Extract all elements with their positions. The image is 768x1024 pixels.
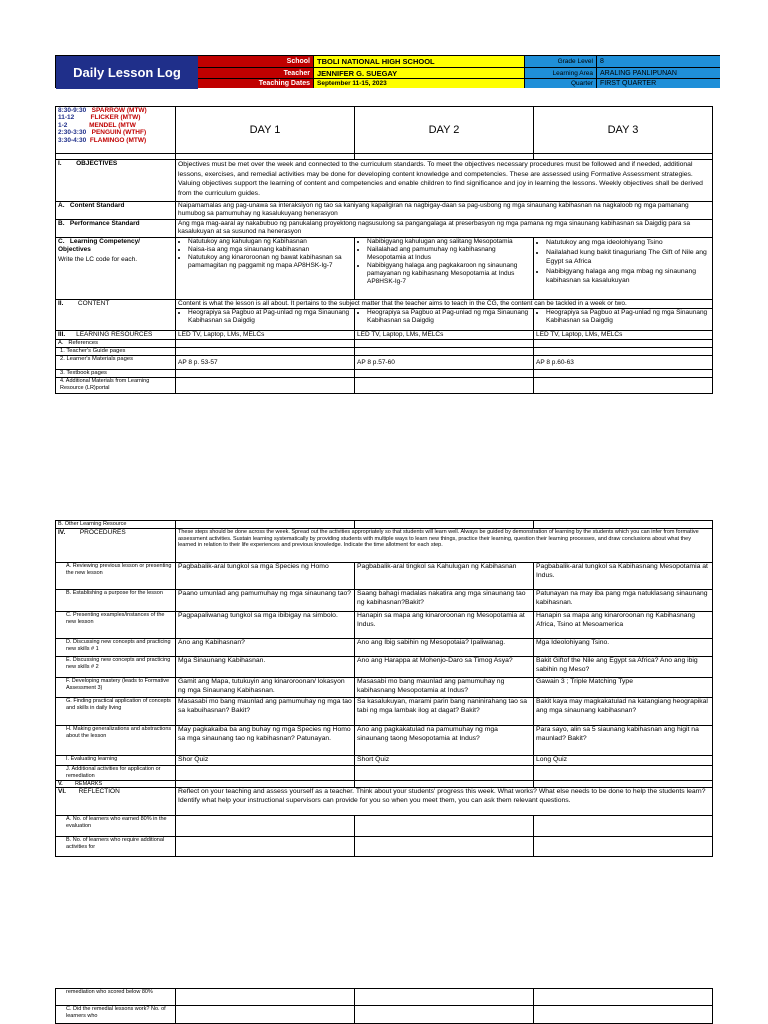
learners-materials-day2: AP 8 p.57-60 bbox=[355, 356, 534, 370]
step-day2: Saang bahagi madalas nakatira ang mga sinaunang tao ng kabihasnan?Bakit? bbox=[355, 590, 534, 612]
step-day1: May pagkakaiba ba ang buhay ng mga Species ng Homo sa mga sinaunang tao ng kabihasnan? Patunayan. bbox=[176, 726, 355, 756]
step-label: J. Additional activities for application or remediation bbox=[56, 765, 176, 780]
step-day3: Bakit kaya may magkakatulad na katangiang heograpikal ang mga sinaunang kabihasnan? bbox=[534, 698, 713, 726]
day1-heading: DAY 1 bbox=[176, 107, 355, 154]
quarter-label: Quarter bbox=[524, 78, 596, 88]
step-day3: Mga Ideolohiyang Tsino. bbox=[534, 639, 713, 657]
reflection-note: Reflect on your teaching and assess yourself as a teacher. Think about your students' progress this week. What works? What else needs to be done to help the students learn? Identify what help your instructional supervisors can provide for you so when you meet them, you can ask them relevant questions. bbox=[176, 788, 713, 816]
dll-title: Daily Lesson Log bbox=[56, 56, 198, 89]
area-value: ARALING PANLIPUNAN bbox=[596, 67, 720, 78]
reflection-heading: VI. REFLECTION bbox=[56, 788, 176, 816]
competency-item: • Natutukoy ang mga ideolohiyang Tsino bbox=[546, 238, 710, 248]
eval-a-label: A. No. of learners who earned 80% in the evaluation bbox=[56, 816, 176, 837]
schedule-row: 8:30-9:30 SPARROW (MTW) bbox=[58, 107, 147, 114]
grade-label: Grade Level bbox=[524, 56, 596, 67]
step-day2: Sa kasalukuyan, marami parin bang naninirahang tao sa tabi ng mga lambak ilog at dagat? Bakit? bbox=[355, 698, 534, 726]
competency-item: • Natutukoy ang kahulugan ng Kabihasnan bbox=[188, 238, 352, 246]
learners-materials-day1: AP 8 p. 53-57 bbox=[176, 356, 355, 370]
grade-value: 8 bbox=[596, 56, 720, 67]
step-day3: Bakit Giftof the Nile ang Egypt sa Africa? Ano ang ibig sabihin ng Meso? bbox=[534, 657, 713, 678]
school-value: TBOLI NATIONAL HIGH SCHOOL bbox=[313, 56, 524, 67]
dates-value: September 11-15, 2023 bbox=[313, 78, 524, 88]
teachers-guide-label: 1. Teacher's Guide pages bbox=[56, 348, 176, 356]
eval-b-label: B. No. of learners who require additional activities for bbox=[56, 837, 176, 857]
step-day1: Masasabi mo bang maunlad ang pamumuhay ng mga tao sa kabuihasnan? Bakit? bbox=[176, 698, 355, 726]
competency-day1 bbox=[176, 238, 355, 300]
content-standard-text: Naipamamalas ang pag-unawa sa interaksiyon ng tao sa kaniyang kapaligiran na nagbigay-daan sa pag-usbong ng mga sinaunang kabihasnan na nagkaloob ng mga pamanang humubog sa pamumuhay ng kasalukuyang henerasyon bbox=[176, 202, 713, 220]
resources-day1: LED TV, Laptop, LMs, MELCs bbox=[176, 331, 355, 340]
learners-materials-label: 2. Learner's Materials pages bbox=[56, 356, 176, 370]
step-label: F. Developing mastery (leads to Formative Assessment 3) bbox=[56, 678, 176, 698]
other-resource-label: B. Other Learning Resource bbox=[56, 521, 176, 529]
content-note: Content is what the lesson is all about. It pertains to the subject matter that the teacher aims to teach in the CG, the content can be tackled in a week or two. bbox=[176, 300, 713, 309]
competency-note: Write the LC code for each. bbox=[58, 256, 138, 263]
step-day1 bbox=[176, 765, 355, 780]
content-day2: • Heograpiya sa Pagbuo at Pag-unlad ng mga Sinaunang Kabihasnan sa Daigdig bbox=[355, 309, 534, 331]
competency-heading: C. Learning Competency/ Objectives Write the LC code for each. bbox=[56, 238, 176, 300]
step-day2: Short Quiz bbox=[355, 756, 534, 766]
schedule-row: 1-2 MENDEL (MTW bbox=[58, 121, 136, 129]
competency-item: • Nabibigyang kahulugan ang salitang Mesopotamia bbox=[367, 238, 531, 246]
step-day2: Ano ang pagkakatulad na pamumuhay ng mga sinaunang taong Mesopotamia at Indus? bbox=[355, 726, 534, 756]
step-label: E. Discussing new concepts and practicing new skills # 2 bbox=[56, 657, 176, 678]
procedures-note: These steps should be done across the week. Spread out the activities appropriately so that students will learn well. Always be guided by demonstration of learning by the students which you can infer from formative assessment activities. Sustain learning systematically by providing students with multiple ways to learn new things, practice their learning, question their learning processes, and draw conclusions about what they learned in relation to their life experiences and previous knowledge. Indicate the time allotment for each step. bbox=[176, 529, 713, 563]
references-heading: A. References bbox=[56, 340, 176, 348]
lesson-table-part1 bbox=[55, 106, 713, 394]
step-label: B. Establishing a purpose for the lesson bbox=[56, 590, 176, 612]
lesson-table-part3 bbox=[55, 988, 713, 1024]
quarter-value: FIRST QUARTER bbox=[596, 78, 720, 88]
competency-item: • Nailalahad kung bakit tinaguriang The Gift of Nile ang Egypt sa Africa bbox=[546, 248, 710, 267]
competency-item: • Nabibigyang halaga ang pagkakaroon ng sinaunang pamayanan ng kabihasnang Mesopotamia at Indus AP8HSK-Ig-7 bbox=[367, 262, 531, 286]
step-day2: Masasabi mo bang maunlad ang pamumuhay ng kabihasnang Mesopotamia at Indus? bbox=[355, 678, 534, 698]
resources-day3: LED TV, Laptop, LMs, MELCs bbox=[534, 331, 713, 340]
competency-item: • Naisa-isa ang mga sinaunang kabihasnan bbox=[188, 246, 352, 254]
performance-standard-heading: B. Performance Standard bbox=[56, 220, 176, 238]
teacher-label: Teacher bbox=[198, 67, 313, 78]
textbook-label: 3. Textbook pages bbox=[56, 370, 176, 378]
step-day3: Para sayo, alin sa 5 siaunang kabihasnan ang higit na maunlad? Bakit? bbox=[534, 726, 713, 756]
teacher-value: JENNIFER G. SUEGAY bbox=[313, 67, 524, 78]
objectives-text: Objectives must be met over the week and connected to the curriculum standards. To meet the objectives necessary procedures must be followed and if needed, additional lessons, exercises, and remedial activities may be done for developing content knowledge and competencies. These are assessed using Formative Assessment strategies. Valuing objectives support the learning of content and competencies and enable children to find significance and joy in learning the lessons. Weekly objectives shall be derived from the curriculum guides. bbox=[176, 160, 713, 202]
competency-day2 bbox=[355, 238, 534, 300]
objectives-heading: I. OBJECTIVES bbox=[56, 160, 176, 202]
step-label: C. Presenting examples/instances of the new lesson bbox=[56, 612, 176, 639]
step-day1: Mga Sinaunang Kabihasnan. bbox=[176, 657, 355, 678]
resources-day2: LED TV, Laptop, LMs, MELCs bbox=[355, 331, 534, 340]
content-day1: • Heograpiya sa Pagbuo at Pag-unlad ng mga Sinaunang Kabihasnan sa Daigdig bbox=[176, 309, 355, 331]
step-day2: Pagbabalik-aral tingkol sa Kahulugan ng Kabihasnan bbox=[355, 563, 534, 590]
step-day2: Hanapin sa mapa ang kinaroroonan ng Mesopotamia at Indus. bbox=[355, 612, 534, 639]
step-day3: Long Quiz bbox=[534, 756, 713, 766]
dates-label: Teaching Dates bbox=[198, 78, 313, 88]
eval-b-continued: remediation who scored below 80% bbox=[56, 989, 176, 1006]
step-day1: Pagpapaliwanag tungkol sa mga ibibigay na simbolo. bbox=[176, 612, 355, 639]
resources-heading: III. LEARNING RESOURCES bbox=[56, 331, 176, 340]
content-heading: II. CONTENT bbox=[56, 300, 176, 331]
step-day3: Hanapin sa mapa ang kinaroroonan ng Kabihasnang Africa, Tsino at Mesoamerica bbox=[534, 612, 713, 639]
step-label: G. Finding practical application of concepts and skills in daily living bbox=[56, 698, 176, 726]
procedures-heading: IV. PROCEDURES bbox=[56, 529, 176, 563]
step-day2 bbox=[355, 765, 534, 780]
schedule-row: 3:30-4:30 FLAMINGO (MTW) bbox=[58, 136, 147, 144]
step-day1: Gamit ang Mapa, tutukuyin ang kinaroroonan/ lokasyon ng mga Sinaunang Kabihasnan. bbox=[176, 678, 355, 698]
step-day1: Paano umunlad ang pamumuhay ng mga sinaunang tao? bbox=[176, 590, 355, 612]
dll-header bbox=[55, 55, 720, 88]
performance-standard-text: Ang mga mag-aaral ay nakabubuo ng panukalang proyektong nagsusulong sa pangangalaga at preserbasyon ng mga pamana ng mga sinaunang kabihasnan sa Daigdig para sa kasalukuyan at sa susunod na henerasyon bbox=[176, 220, 713, 238]
step-label: A. Reviewing previous lesson or presenting the new lesson bbox=[56, 563, 176, 590]
lesson-table-part2 bbox=[55, 520, 713, 857]
step-day3: Pagbabalik-aral tungkol sa Kabihasnang Mesopotamia at Indus. bbox=[534, 563, 713, 590]
remarks-heading: V. REMARKS bbox=[56, 780, 176, 788]
schedule-cell bbox=[56, 107, 176, 154]
competency-item: • Natutukoy ang kinaroroonan ng bawat kabihasnan sa pamamagitan ng paggamit ng mapa AP8HSK-Ig-7 bbox=[188, 254, 352, 270]
step-day1: Ano ang Kabihasnan? bbox=[176, 639, 355, 657]
step-day3: Patunayan na may iba pang mga natuklasang sinaunang kabihasnan. bbox=[534, 590, 713, 612]
competency-item: • Nabibigyang halaga ang mga mbag ng sinaunang kabihasnan sa kasalukuyan bbox=[546, 267, 710, 286]
competency-day3 bbox=[534, 238, 713, 300]
step-day2: Ano ang Harappa at Mohenjo-Daro sa Timog Asya? bbox=[355, 657, 534, 678]
step-day1: Shor Quiz bbox=[176, 756, 355, 766]
additional-materials-label: 4. Additional Materials from Learning Resource (LR)portal bbox=[56, 378, 176, 394]
day2-heading: DAY 2 bbox=[355, 107, 534, 154]
school-label: School bbox=[198, 56, 313, 67]
content-day3: • Heograpiya sa Pagbuo at Pag-unlad ng mga Sinaunang Kabihasnan sa Daigdig bbox=[534, 309, 713, 331]
day3-heading: DAY 3 bbox=[534, 107, 713, 154]
area-label: Learning Area bbox=[524, 67, 596, 78]
learners-materials-day3: AP 8 p.60-63 bbox=[534, 356, 713, 370]
schedule-row: 2:30-3:30 PENGUIN (WTHF) bbox=[58, 129, 147, 137]
step-day3: Gawain 3 ; Triple Matching Type bbox=[534, 678, 713, 698]
step-day2: Ano ang Ibig sabihin ng Mesopotaia? Ipaliwanag. bbox=[355, 639, 534, 657]
step-label: H. Making generalizations and abstractions about the lesson bbox=[56, 726, 176, 756]
step-day1: Pagbabalik-aral tungkol sa mga Species ng Homo bbox=[176, 563, 355, 590]
step-day3 bbox=[534, 765, 713, 780]
eval-c-label: C. Did the remedial lessons work? No. of learners who bbox=[56, 1006, 176, 1024]
competency-item: • Nailalahad ang pamumuhay ng kabihasnang Mesopotamia at Indus bbox=[367, 246, 531, 262]
schedule-row: 11-12 FLICKER (MTW) bbox=[58, 114, 141, 122]
step-label: I. Evaluating learning bbox=[56, 756, 176, 766]
content-standard-heading: A. Content Standard bbox=[56, 202, 176, 220]
step-label: D. Discussing new concepts and practicing new skills # 1 bbox=[56, 639, 176, 657]
